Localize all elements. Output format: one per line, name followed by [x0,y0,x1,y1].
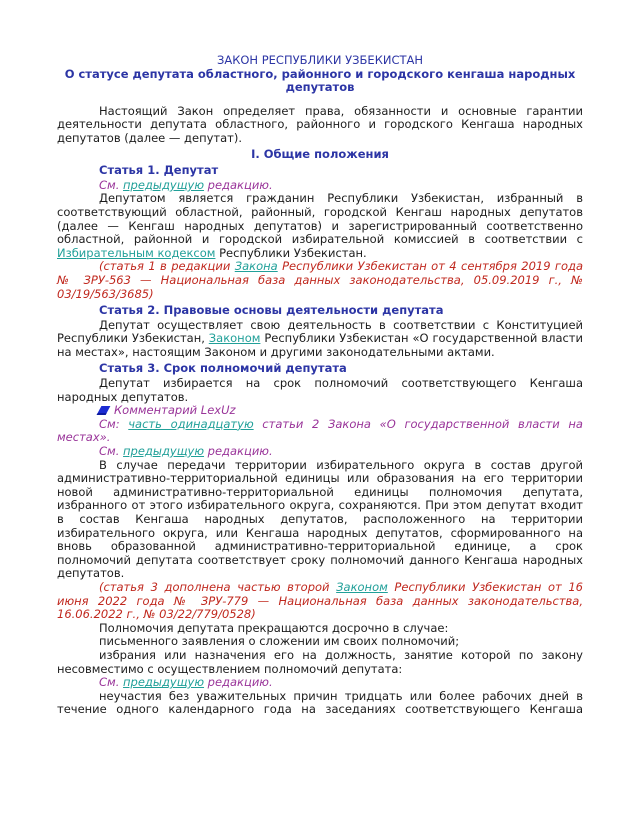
see-note-suffix: редакцию. [204,675,273,690]
article-3-heading: Статья 3. Срок полномочий депутата [99,361,347,376]
article-1-amendment-note [57,260,583,301]
previous-edition-link[interactable]: предыдущую [123,444,205,459]
see-note-prefix: См: [99,416,129,431]
amendment-text: (статья 1 в редакции [99,259,235,274]
termination-item-2: избрания или назначения его на должность, занятие которой по закону несовместимо с осуществлением полномочий депутата: [57,647,583,676]
intro-paragraph: Настоящий Закон определяет права, обязанности и основные гарантии деятельности депутата областного, районного и городского Кенгаша народных депутатов (далее — депутат). [57,103,583,145]
previous-edition-link[interactable]: предыдущую [123,675,205,690]
electoral-code-link[interactable]: Избирательным кодексом [57,245,216,260]
law-zru-779-link[interactable]: Законом [336,579,388,594]
amendment-text: (статья 3 дополнена частью второй [99,579,337,594]
see-note-prefix: См. [99,675,124,690]
article-3-amendment-note [57,581,583,622]
article-1-heading: Статья 1. Депутат [99,163,219,178]
article-3-see-previous-note [57,445,583,459]
law-zru-563-link[interactable]: Закона [234,259,278,274]
article-3-body-paragraph-1: Депутат избирается на срок полномочий соответствующего Кенгаша народных депутатов. [57,376,583,404]
section-1-heading: I. Общие положения [251,146,389,161]
law-subtitle: О статусе депутата областного, районного и городского кенгаша народных депутатов [64,66,576,95]
termination-see-previous-note [57,676,583,690]
amendment-text: Республики Узбекистан от 4 сентября 2019 года № ЗРУ-563 — Национальная база данных законодательства, 05.09.2019 г., № 03/19/563/3685) [57,259,584,301]
law-title: ЗАКОН РЕСПУБЛИКИ УЗБЕКИСТАН [216,53,424,67]
part-eleven-link[interactable]: часть одинадцатую [128,416,254,431]
lexuz-comment-line [57,404,583,418]
termination-item-3: неучастия без уважительных причин тридцать или более рабочих дней в течение одного календарного года на заседаниях соответствующего Кенгаша [57,688,583,717]
see-note-prefix: См. [99,444,124,459]
see-note-suffix: редакцию. [204,177,273,192]
termination-intro-paragraph: Полномочия депутата прекращаются досрочно в случае: [99,620,449,635]
paragraph-text: Республики Узбекистан. [215,245,367,260]
article-2-heading: Статья 2. Правовые основы деятельности депутата [99,303,444,318]
state-power-law-link[interactable]: Законом [208,331,261,346]
paragraph-text: Республики Узбекистан «О государственной власти на местах», настоящим Законом и другими законодательными актами. [57,331,583,359]
article-1-see-previous-note [57,179,583,193]
paragraph-text: Депутат осуществляет свою деятельность в соответствии с Конституцией Республики Узбекистан, [57,317,583,346]
article-1-body-paragraph [57,192,583,260]
article-3-body-paragraph-2: В случае передачи территории избирательного округа в состав другой административно-территориальной единицы или образования на его территории новой административно-территориальной единицы полномочия депутата, избранного от этого избирательного округа, сохраняются. При этом депутат входит в состав Кенгаша народных депутатов, расположенного на территории избирательного округа, или Кенгаша народных депутатов, сформированного на вновь образованной административно-территориальной единице, а срок полномочий депутата соответствует сроку полномочий данного Кенгаша народных депутатов. [57,457,583,581]
lexuz-comment-icon [97,406,111,415]
see-part-eleven-note [57,418,583,445]
see-note-suffix: статьи 2 Закона «О государственной власти на местах». [57,416,583,445]
see-note-suffix: редакцию. [204,444,273,459]
amendment-text: Республики Узбекистан от 16 июня 2022 года № ЗРУ-779 — Национальная база данных законодательства, 16.06.2022 г., № 03/22/779/0528) [57,579,584,622]
paragraph-text: Депутатом является гражданин Республики Узбекистан, избранный в соответствующий областной, районный, городской Кенгаш народных депутатов (далее — Кенгаш народных депутатов) и зарегистрированный соответственно областной, районной и городской избирательной комиссией в соответствии с [57,191,583,247]
article-2-body-paragraph [57,319,583,360]
previous-edition-link[interactable]: предыдущую [123,177,205,192]
termination-item-1: письменного заявления о сложении им своих полномочий; [99,634,460,649]
lexuz-comment-label: Комментарий LexUz [114,403,236,418]
see-note-prefix: См. [99,177,124,192]
